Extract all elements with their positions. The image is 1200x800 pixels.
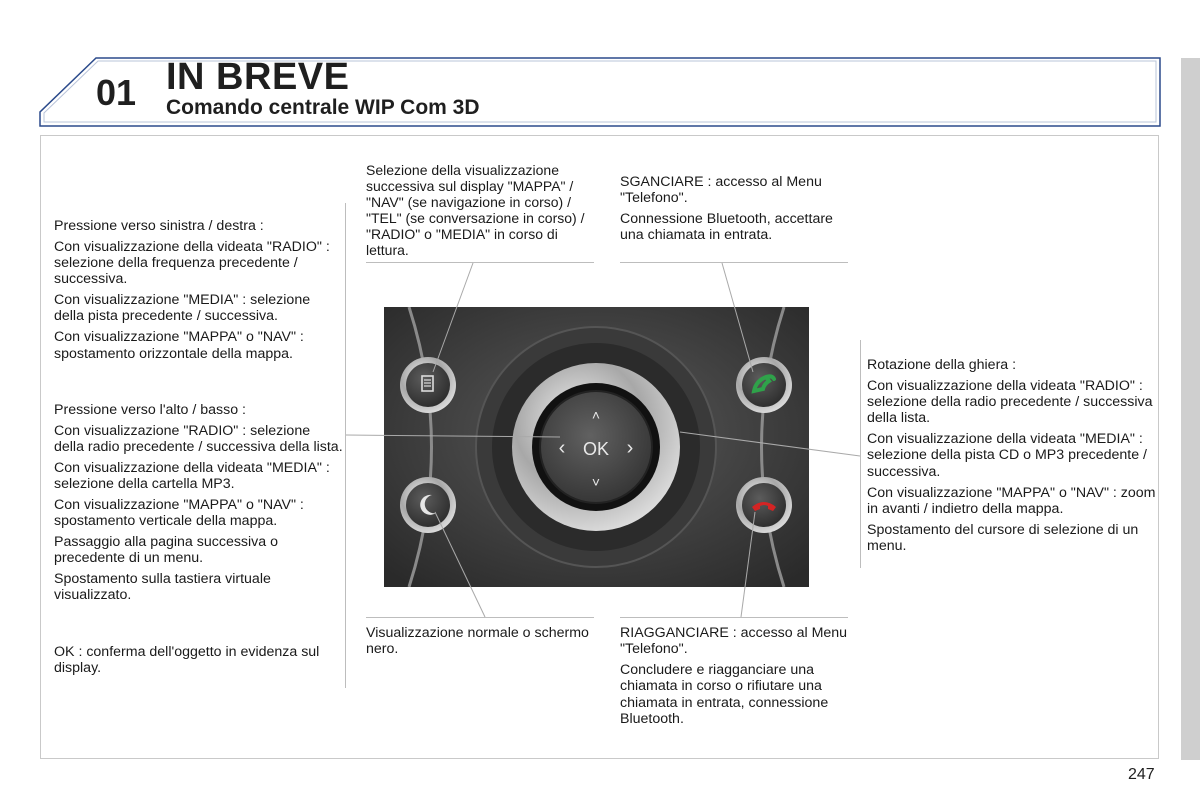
right-column-line: Spostamento del cursore di selezione di un menu. — [867, 521, 1139, 554]
top-right-rule — [620, 262, 848, 263]
right-column-line: Con visualizzazione della videata "RADIO" : selezione della radio precedente / successiva della lista. — [867, 377, 1153, 427]
left-block2-line: Pressione verso l'alto / basso : — [54, 402, 246, 418]
menu-button[interactable] — [400, 357, 456, 413]
left-block2-line: Con visualizzazione "MAPPA" o "NAV" : spostamento verticale della mappa. — [54, 496, 304, 530]
left-block-ok — [54, 644, 344, 681]
page-title: IN BREVE — [166, 56, 350, 98]
right-column-description — [867, 357, 1159, 559]
bottom-right-description — [620, 625, 852, 732]
left-block1-line: Con visualizzazione "MEDIA" : selezione della pista precedente / successiva. — [54, 292, 311, 325]
call-pickup-button[interactable] — [736, 357, 792, 413]
left-block1-line: Con visualizzazione "MAPPA" o "NAV" : spostamento orizzontale della mappa. — [54, 329, 304, 362]
right-column-line: Con visualizzazione "MAPPA" o "NAV" : zoom in avanti / indietro della mappa. — [867, 484, 1156, 517]
bottom-middle-description — [366, 625, 594, 662]
top-right-description — [620, 174, 840, 248]
left-block2-line: Passaggio alla pagina successiva o precedente di un menu. — [54, 534, 278, 567]
right-column-line: Con visualizzazione della videata "MEDIA" : selezione della pista CD o MP3 precedente / successiva. — [867, 431, 1147, 480]
left-block2-line: Spostamento sulla tastiera virtuale visualizzato. — [54, 571, 271, 604]
arrow-right-icon: › — [626, 437, 634, 459]
page-subtitle: Comando centrale WIP Com 3D — [166, 96, 480, 119]
left-block1-line: Pressione verso sinistra / destra : — [54, 218, 264, 234]
arrow-up-icon: ˄ — [591, 407, 601, 423]
arrow-left-icon: ‹ — [558, 437, 566, 459]
bottom-right-line: RIAGGANCIARE : accesso al Menu "Telefono". — [620, 625, 848, 658]
dark-mode-button[interactable] — [400, 477, 456, 533]
bottom-right-rule — [620, 617, 848, 618]
left-block1-line: Con visualizzazione della videata "RADIO" : selezione della frequenza precedente / successiva. — [54, 238, 330, 288]
control-illustration — [384, 307, 809, 587]
bottom-right-line: Concludere e riagganciare una chiamata in corso o rifiutare una chiamata in entrata, connessione Bluetooth. — [620, 662, 829, 727]
arrow-down-icon: ˅ — [591, 474, 601, 490]
left-column-divider — [345, 203, 346, 688]
left-block-horizontal — [54, 218, 344, 366]
right-column-line: Rotazione della ghiera : — [867, 357, 1017, 373]
left-block-vertical — [54, 402, 344, 608]
right-column-divider — [860, 340, 861, 568]
left-block3-line: OK : conferma dell'oggetto in evidenza sul display. — [54, 644, 320, 677]
ok-label: OK — [582, 439, 610, 459]
chapter-number: 01 — [96, 72, 137, 113]
bottom-middle-line: Visualizzazione normale o schermo nero. — [366, 625, 589, 658]
call-hangup-button[interactable] — [736, 477, 792, 533]
top-middle-line: Selezione della visualizzazione successiva sul display "MAPPA" / "NAV" (se navigazione in corso) / "TEL" (se conversazione in corso) / "RADIO" o "MEDIA" in corso di lettura. — [366, 162, 585, 258]
top-right-line: SGANCIARE : accesso al Menu "Telefono". — [620, 174, 822, 207]
bottom-middle-rule — [366, 617, 594, 618]
side-tab-strip — [1181, 58, 1200, 760]
page-number: 247 — [1128, 766, 1155, 783]
left-block2-line: Con visualizzazione "RADIO" : selezione della radio precedente / successiva della lista. — [54, 422, 343, 456]
left-block2-line: Con visualizzazione della videata "MEDIA" : selezione della cartella MP3. — [54, 459, 330, 493]
top-middle-description — [366, 162, 602, 263]
top-right-line: Connessione Bluetooth, accettare una chiamata in entrata. — [620, 211, 833, 244]
